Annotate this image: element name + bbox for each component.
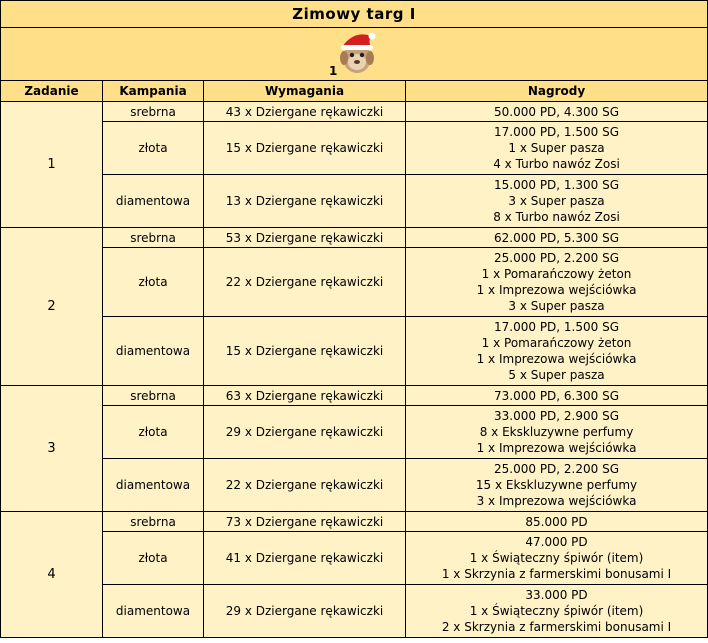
table-row [1,512,708,532]
reward-cell [406,102,708,122]
reward-line: 5 x Super pasza [508,368,605,382]
campaign-cell: srebrna [103,512,204,532]
reward-cell [406,317,708,386]
reward-line: 1 x Świąteczny śpiwór (item) [469,551,644,565]
table-row [1,585,708,638]
table-row [1,406,708,459]
reward-line: 73.000 PD, 6.300 SG [494,388,620,403]
campaign-cell: złota [103,122,204,175]
reward-line: 85.000 PD [525,514,588,529]
header-wymagania: Wymagania [204,81,406,102]
requirement-cell: 22 x Dziergane rękawiczki [204,248,406,317]
reward-line: 3 x Super pasza [508,194,605,208]
requirement-cell: 22 x Dziergane rękawiczki [204,459,406,512]
requirement-cell: 73 x Dziergane rękawiczki [204,512,406,532]
table-body [1,102,708,638]
reward-cell [406,585,708,638]
reward-line: 1 x Super pasza [508,141,605,155]
reward-line: 17.000 PD, 1.500 SG [494,320,620,334]
requirement-cell: 41 x Dziergane rękawiczki [204,532,406,585]
reward-line: 1 x Pomarańczowy żeton [481,336,632,350]
campaign-cell: diamentowa [103,317,204,386]
task-number: 1 [1,102,103,228]
reward-cell [406,459,708,512]
reward-line: 2 x Skrzynia z farmerskimi bonusami I [441,620,672,634]
requirement-cell: 53 x Dziergane rękawiczki [204,228,406,248]
event-icon-cell [1,28,708,81]
reward-line: 1 x Imprezowa wejściówka [476,441,637,455]
table-row [1,122,708,175]
requirement-cell: 29 x Dziergane rękawiczki [204,406,406,459]
campaign-cell: srebrna [103,102,204,122]
reward-line: 1 x Skrzynia z farmerskimi bonusami I [441,567,672,581]
requirement-cell: 63 x Dziergane rękawiczki [204,386,406,406]
reward-line: 25.000 PD, 2.200 SG [494,462,620,476]
requirement-cell: 15 x Dziergane rękawiczki [204,317,406,386]
reward-line: 33.000 PD [525,588,588,602]
task-number: 4 [1,512,103,638]
reward-cell [406,532,708,585]
reward-cell [406,248,708,317]
campaign-cell: srebrna [103,386,204,406]
task-number: 3 [1,386,103,512]
reward-cell [406,122,708,175]
reward-line: 8 x Ekskluzywne perfumy [479,425,634,439]
campaign-cell: złota [103,248,204,317]
reward-line: 50.000 PD, 4.300 SG [494,104,620,119]
task-number: 2 [1,228,103,386]
requirement-cell: 15 x Dziergane rękawiczki [204,122,406,175]
reward-line: 62.000 PD, 5.300 SG [494,230,620,245]
reward-line: 1 x Imprezowa wejściówka [476,283,637,297]
reward-cell [406,406,708,459]
requirement-cell: 29 x Dziergane rękawiczki [204,585,406,638]
reward-line: 15 x Ekskluzywne perfumy [475,478,638,492]
santa-hat-character-icon [324,28,384,80]
reward-line: 4 x Turbo nawóz Zosi [493,157,620,171]
reward-line: 17.000 PD, 1.500 SG [494,125,620,139]
campaign-cell: diamentowa [103,459,204,512]
reward-cell [406,512,708,532]
header-kampania: Kampania [103,81,204,102]
header-nagrody: Nagrody [406,81,708,102]
header-zadanie: Zadanie [1,81,103,102]
reward-cell [406,228,708,248]
table-row [1,459,708,512]
table-row [1,228,708,248]
reward-line: 47.000 PD [525,535,588,549]
table-row [1,102,708,122]
campaign-cell: diamentowa [103,585,204,638]
reward-cell [406,386,708,406]
reward-line: 25.000 PD, 2.200 SG [494,251,620,265]
table-row [1,386,708,406]
reward-line: 33.000 PD, 2.900 SG [494,409,620,423]
icon-badge-number: 1 [329,64,338,78]
campaign-cell: srebrna [103,228,204,248]
table-title: Zimowy targ I [1,1,708,28]
campaign-cell: złota [103,406,204,459]
campaign-cell: złota [103,532,204,585]
reward-cell [406,175,708,228]
reward-line: 1 x Pomarańczowy żeton [481,267,632,281]
campaign-cell: diamentowa [103,175,204,228]
table-row [1,175,708,228]
reward-line: 15.000 PD, 1.300 SG [494,178,620,192]
reward-line: 3 x Super pasza [508,299,605,313]
reward-line: 1 x Imprezowa wejściówka [476,352,637,366]
reward-line: 3 x Imprezowa wejściówka [476,494,637,508]
table-row [1,532,708,585]
table-row [1,248,708,317]
table-row [1,317,708,386]
requirement-cell: 43 x Dziergane rękawiczki [204,102,406,122]
reward-line: 1 x Świąteczny śpiwór (item) [469,604,644,618]
requirement-cell: 13 x Dziergane rękawiczki [204,175,406,228]
reward-line: 8 x Turbo nawóz Zosi [493,210,620,224]
